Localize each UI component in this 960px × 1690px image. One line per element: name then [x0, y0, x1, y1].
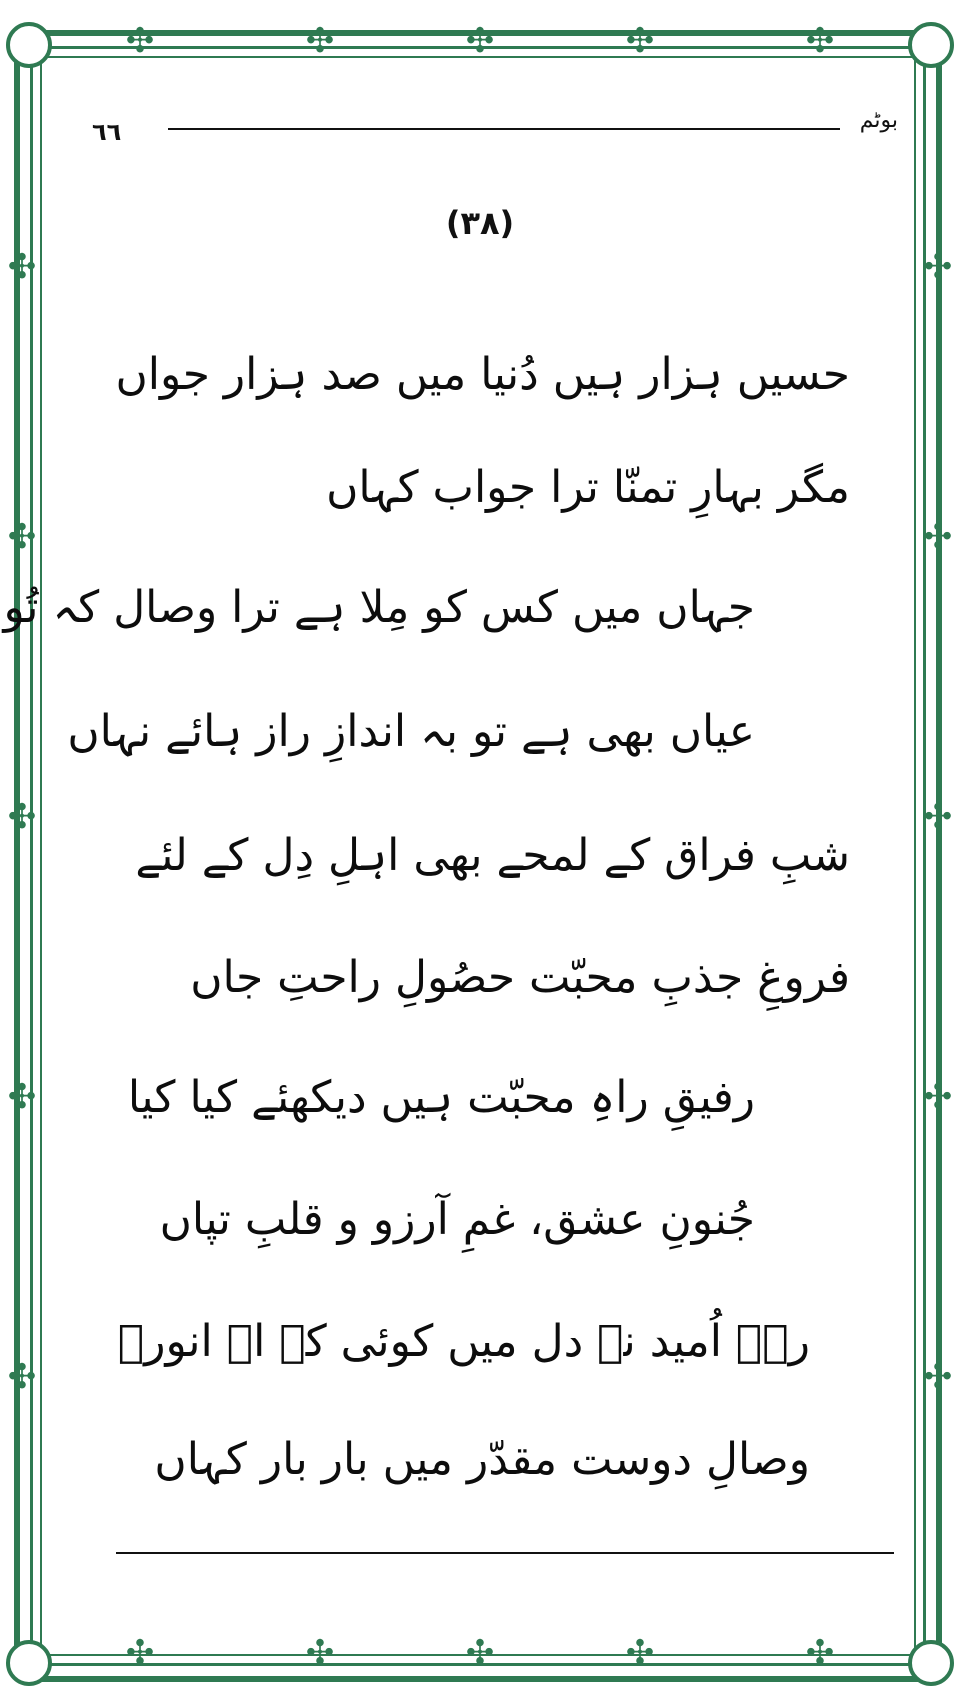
border-knot-icon: ✣: [305, 21, 335, 61]
border-knot-icon: ✣: [7, 1077, 37, 1117]
border-knot-icon: ✣: [305, 1633, 335, 1673]
verse-line: عیاں بھی ہے تو بہ اندازِ راز ہائے نہاں: [67, 706, 755, 757]
verse-line: جُنونِ عشق، غمِ آرزو و قلبِ تپاں: [159, 1194, 755, 1245]
border-knot-icon: ✣: [465, 1633, 495, 1673]
border-knot-icon: ✣: [923, 247, 953, 287]
border-knot-icon: ✣: [125, 1633, 155, 1673]
border-knot-icon: ✣: [125, 21, 155, 61]
verse-line: وصالِ دوست مقدّر میں بار بار کہاں: [154, 1434, 810, 1485]
border-knot-icon: ✣: [805, 1633, 835, 1673]
page-number: ٦٦: [92, 118, 122, 146]
border-knot-icon: ✣: [805, 21, 835, 61]
verse-line: مگر بہارِ تمنّا ترا جواب کہاں: [326, 462, 850, 513]
border-knot-icon: ✣: [625, 1633, 655, 1673]
corner-knot-icon: [6, 1640, 52, 1686]
verse-line: رفیقِ راہِ محبّت ہیں دیکھئے کیا کیا: [127, 1072, 755, 1123]
border-knot-icon: ✣: [7, 247, 37, 287]
border-knot-icon: ✣: [465, 21, 495, 61]
verse-line: رہے اُمید نہ دل میں کوئی کہ اے انورؔ: [117, 1316, 810, 1367]
verse-line: شبِ فراق کے لمحے بھی اہلِ دِل کے لئے: [135, 830, 850, 881]
corner-knot-icon: [908, 22, 954, 68]
border-knot-icon: ✣: [923, 797, 953, 837]
border-knot-icon: ✣: [7, 1357, 37, 1397]
footer-rule: [116, 1552, 894, 1554]
border-knot-icon: ✣: [7, 797, 37, 837]
verse-line: فروغِ جذبِ محبّت حصُولِ راحتِ جاں: [190, 952, 850, 1003]
border-knot-icon: ✣: [625, 21, 655, 61]
poem-number: (٣٨): [445, 204, 515, 242]
verse-line: جہاں میں کس کو مِلا ہے ترا وصال کہ تُو: [3, 582, 755, 633]
border-knot-icon: ✣: [923, 1077, 953, 1117]
book-title: بوٹم: [859, 108, 898, 133]
border-knot-icon: ✣: [923, 517, 953, 557]
border-knot-icon: ✣: [7, 517, 37, 557]
corner-knot-icon: [6, 22, 52, 68]
border-knot-icon: ✣: [923, 1357, 953, 1397]
verse-line: حسیں ہزار ہیں دُنیا میں صد ہزار جواں: [115, 349, 850, 400]
header-rule: [168, 128, 840, 130]
corner-knot-icon: [908, 1640, 954, 1686]
